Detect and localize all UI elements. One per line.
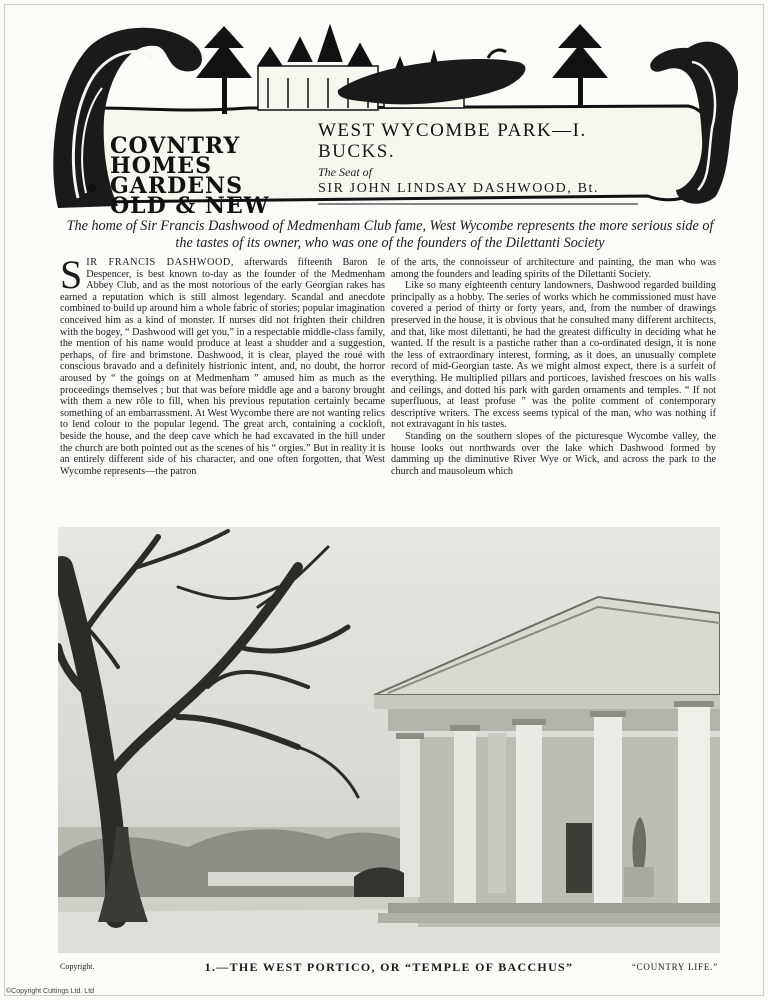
portico-illustration bbox=[58, 527, 720, 953]
body-column-right bbox=[391, 257, 716, 477]
topiary-tree-left bbox=[196, 26, 252, 114]
article-title: WEST WYCOMBE PARK—I. bbox=[318, 120, 587, 141]
standfirst: The home of Sir Francis Dashwood of Medmenham Club fame, West Wycombe represents the more serious side of the tastes of its owner, who was one of the founders of the Dilettanti Society bbox=[66, 218, 714, 251]
body-column-left bbox=[60, 252, 385, 477]
body-paragraph: Like so many eighteenth century landowners, Dashwood regarded building principally as a hobby. The series of works which he commissioned must have covered a period of thirty or forty years, and, from the number of drawings preserved in the house, it is obvious that he consulted many different architects, and that, like most dilettanti, he had the greatest difficulty in deciding what he wanted. If the result is a pastiche rather than a co-ordinated design, it is none the less of extraordinary interest, forming, as it does, an unusually complete record of mid-Georgian taste. As we might almost expect, there is a surfeit of everything. He multiplied pillars and porticoes, lavished frescoes on his walls and ceilings, and dotted his park with garden ornaments and temples. “ If not superfluous, at least profuse ” was the polite comment of contemporary descriptive writers. The excess seems typical of the man, who was nothing if not extravagant in his tastes. bbox=[391, 280, 716, 431]
body-paragraph: Standing on the southern slopes of the picturesque Wycombe valley, the house looks out northwards over the lake which Dashwood formed by damming up the diminutive River Wye or Wick, and across the park to the church and mausoleum which bbox=[391, 430, 716, 477]
body-paragraph bbox=[60, 252, 385, 477]
magazine-credit: “COUNTRY LIFE.” bbox=[631, 962, 718, 972]
paragraph-text: afterwards fifteenth Baron le Despencer, is best known to-day as the founder of the Medmenham Abbey Club, and as the most notorious of the early Georgian rakes has earned a reputation which is still almost legendary. Scandal and anecdote combined to build up around him a whole fabric of stories; popular imagination conceived him as a kind of monster. If nurses did not frighten their children with the bogey, “ Dashwood will get you,” in a respectable middle-class family, the mention of his name would produce at least a shudder and a suggestion, perhaps, of fire and brimstone. Dashwood, it is clear, played the roué with conscious bravado and a definitely histrionic intent, and, no doubt, the horror aroused by “ the goings on at Medmenham ” amused him as much as the proceedings themselves ; but that was before middle age and a barony brought with them a new rôle to fill, when his previous reputation certainly became something of an embarrassment. At West Wycombe there are not wanting relics to lend colour to the popular legend. The great arch, containing a cockloft, beside the house, and the deep cave which he had excavated in the hill under the church are both pointed out as the scenes of his “ orgies.” But in reality it is an entirely different side of his character, and one often forgotten, that West Wycombe represents—the patron bbox=[60, 257, 385, 477]
body-paragraph: of the arts, the connoisseur of architecture and painting, the man who was among the founders and leading spirits of the Dilettanti Society. bbox=[391, 257, 716, 280]
topiary-tree-right bbox=[552, 24, 608, 108]
owner-name: SIR JOHN LINDSAY DASHWOOD, Bt. bbox=[318, 181, 600, 196]
series-title-line: HOMES bbox=[110, 153, 212, 179]
seat-of-label: The Seat of bbox=[318, 165, 372, 179]
photo-caption: 1.—THE WEST PORTICO, OR “TEMPLE OF BACCHUS” bbox=[204, 960, 574, 974]
photograph-west-portico bbox=[58, 527, 720, 953]
watermark: ©Copyright Cuttings Ltd. Ltd bbox=[6, 988, 95, 995]
series-title bbox=[110, 133, 270, 219]
opening-words: IR FRANCIS DASHWOOD, bbox=[86, 257, 235, 268]
copyright-credit: Copyright. bbox=[60, 962, 95, 971]
article-county: BUCKS. bbox=[318, 141, 396, 162]
series-title-line: OLD & NEW bbox=[110, 193, 270, 219]
portico bbox=[374, 597, 720, 927]
series-title-line: GARDENS bbox=[110, 173, 243, 199]
article-heading bbox=[318, 120, 718, 197]
photo-caption-row bbox=[58, 960, 720, 976]
series-title-line: COVNTRY bbox=[110, 133, 241, 159]
drop-cap: S bbox=[60, 252, 83, 297]
